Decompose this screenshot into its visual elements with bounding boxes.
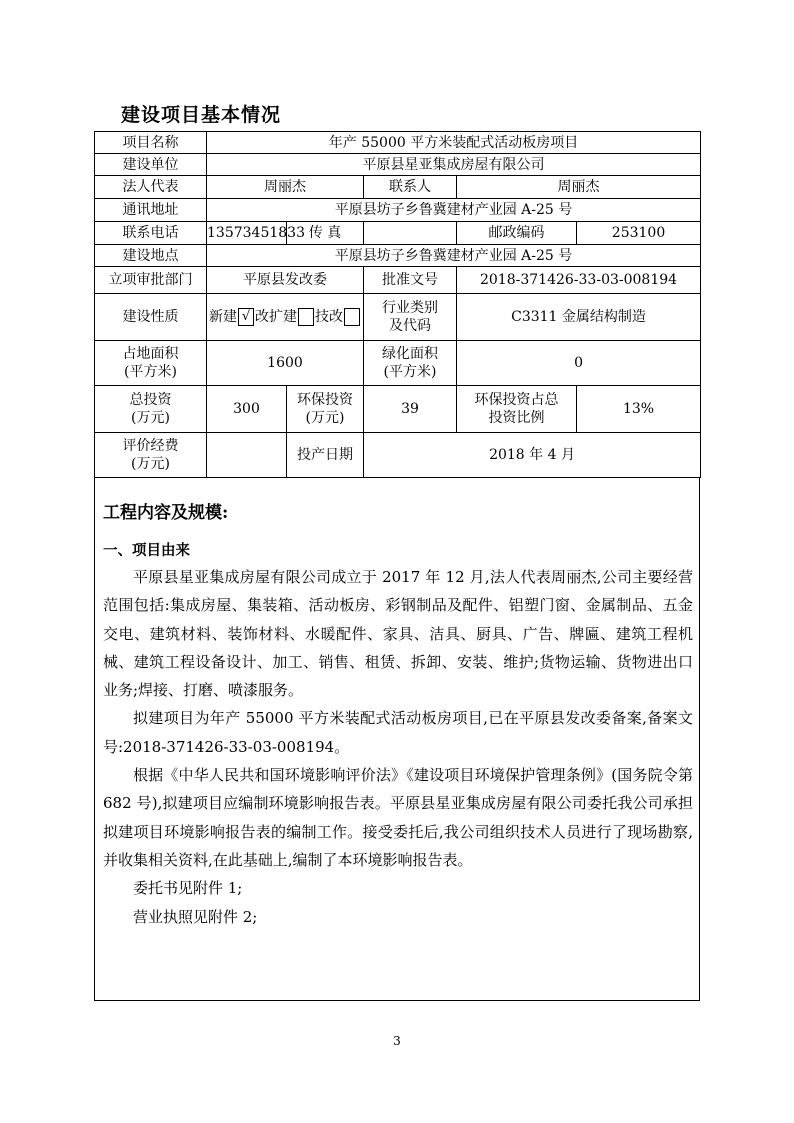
nature-new-label: 新建 [209,309,237,325]
table-row [95,433,701,478]
phone-value: 13573451833 [207,222,287,245]
env-ratio-label-line2: 投资比例 [488,410,545,426]
unit-label: 建设单位 [95,154,207,176]
paragraph-attachment-1: 委托书见附件 1; [133,879,243,898]
prod-date-value: 2018 年 4 月 [364,433,701,478]
postcode-label: 邮政编码 [457,222,577,245]
nature-expand-label: 改扩建 [255,309,297,325]
contact-label: 联系人 [364,176,457,199]
approval-no-label: 批准文号 [364,267,457,294]
env-ratio-label [457,386,577,433]
table-row [95,245,701,267]
eval-fee-label-line1: 评价经费 [122,438,179,454]
area-label-line2: (平方米) [124,364,177,380]
project-content-section [94,477,700,1001]
area-value: 1600 [207,341,364,386]
prod-date-label: 投产日期 [287,433,364,478]
invest-label [95,386,207,433]
fax-value [364,222,457,245]
green-label [364,341,457,386]
page-title: 建设项目基本情况 [121,104,282,126]
table-row [95,294,701,341]
content-body [103,563,693,931]
table-row [95,199,701,222]
green-label-line2: (平方米) [383,364,437,380]
eval-fee-label-line2: (万元) [131,456,170,472]
nature-new-checkbox[interactable]: √ [238,308,254,326]
approval-dept-value: 平原县发改委 [207,267,364,294]
table-row [95,341,701,386]
env-invest-label-line1: 环保投资 [297,392,353,408]
paragraph-project: 拟建项目为年产 55000 平方米装配式活动板房项目,已在平原县发改委备案,备案文号:2018-371426-33-03-008194。 [103,709,693,756]
nature-tech-checkbox[interactable] [344,308,360,326]
paragraph-origin: 平原县星亚集成房屋有限公司成立于 2017 年 12 月,法人代表周丽杰,公司主要经营范围包括:集成房屋、集装箱、活动板房、彩钢制品及配件、铝塑门窗、金属制品、五金交电、建筑材料、装饰材料、水暖配件、家具、洁具、厨具、广告、牌匾、建筑工程机械、建筑工程设备设计、加工、销售、租赁、拆卸、安装、维护;货物运输、货物进出口业务;焊接、打磨、喷漆服务。 [103,568,693,700]
industry-label-line1: 行业类别 [382,300,438,316]
table-row [95,222,701,245]
paragraph-attachment-2: 营业执照见附件 2; [133,907,258,926]
table-row [95,154,701,176]
invest-label-line2: (万元) [131,410,170,426]
contact-value: 周丽杰 [457,176,701,199]
nature-label: 建设性质 [95,294,207,341]
table-row [95,176,701,199]
eval-fee-label [95,433,207,478]
approval-no-value: 2018-371426-33-03-008194 [457,267,701,294]
section-heading: 工程内容及规模: [103,503,229,523]
invest-value: 300 [207,386,287,433]
table-row [95,132,701,154]
env-ratio-value: 13% [577,386,701,433]
table-row [95,267,701,294]
area-label-line1: 占地面积 [122,346,179,362]
table-row [95,386,701,433]
env-invest-label [287,386,364,433]
approval-dept-label: 立项审批部门 [95,267,207,294]
legal-rep-label: 法人代表 [95,176,207,199]
nature-options [207,294,364,341]
area-label [95,341,207,386]
invest-label-line1: 总投资 [129,392,172,408]
subsection-heading: 一、项目由来 [103,542,190,559]
phone-label: 联系电话 [95,222,207,245]
env-invest-value: 39 [364,386,457,433]
green-value: 0 [457,341,701,386]
paragraph-basis: 根据《中华人民共和国环境影响评价法》《建设项目环境保护管理条例》(国务院令第 682 号),拟建项目应编制环境影响报告表。平原县星亚集成房屋有限公司委托我公司承担拟建项目环境影响报告表的编制工作。接受委托后,我公司组织技术人员进行了现场勘察,并收集相关资料,在此基础上,编制了本环境影响报告表。 [103,766,693,869]
legal-rep-value: 周丽杰 [207,176,364,199]
green-label-line1: 绿化面积 [382,346,438,362]
fax-label: 传 真 [287,222,364,245]
location-value: 平原县坊子乡鲁冀建材产业园 A-25 号 [207,245,701,267]
page-number: 3 [393,1034,401,1048]
industry-label-line2: 及代码 [389,318,431,334]
project-name-label: 项目名称 [95,132,207,154]
postcode-value: 253100 [577,222,701,245]
address-value: 平原县坊子乡鲁冀建材产业园 A-25 号 [207,199,701,222]
eval-fee-value [207,433,287,478]
env-ratio-label-line1: 环保投资占总 [474,392,559,408]
nature-tech-label: 技改 [315,309,343,325]
unit-value: 平原县星亚集成房屋有限公司 [207,154,701,176]
project-name-value: 年产 55000 平方米装配式活动板房项目 [207,132,701,154]
env-invest-label-line2: (万元) [305,410,345,426]
address-label: 通讯地址 [95,199,207,222]
nature-expand-checkbox[interactable] [298,308,314,326]
industry-value: C3311 金属结构制造 [457,294,701,341]
location-label: 建设地点 [95,245,207,267]
industry-label [364,294,457,341]
project-info-table [94,131,701,478]
